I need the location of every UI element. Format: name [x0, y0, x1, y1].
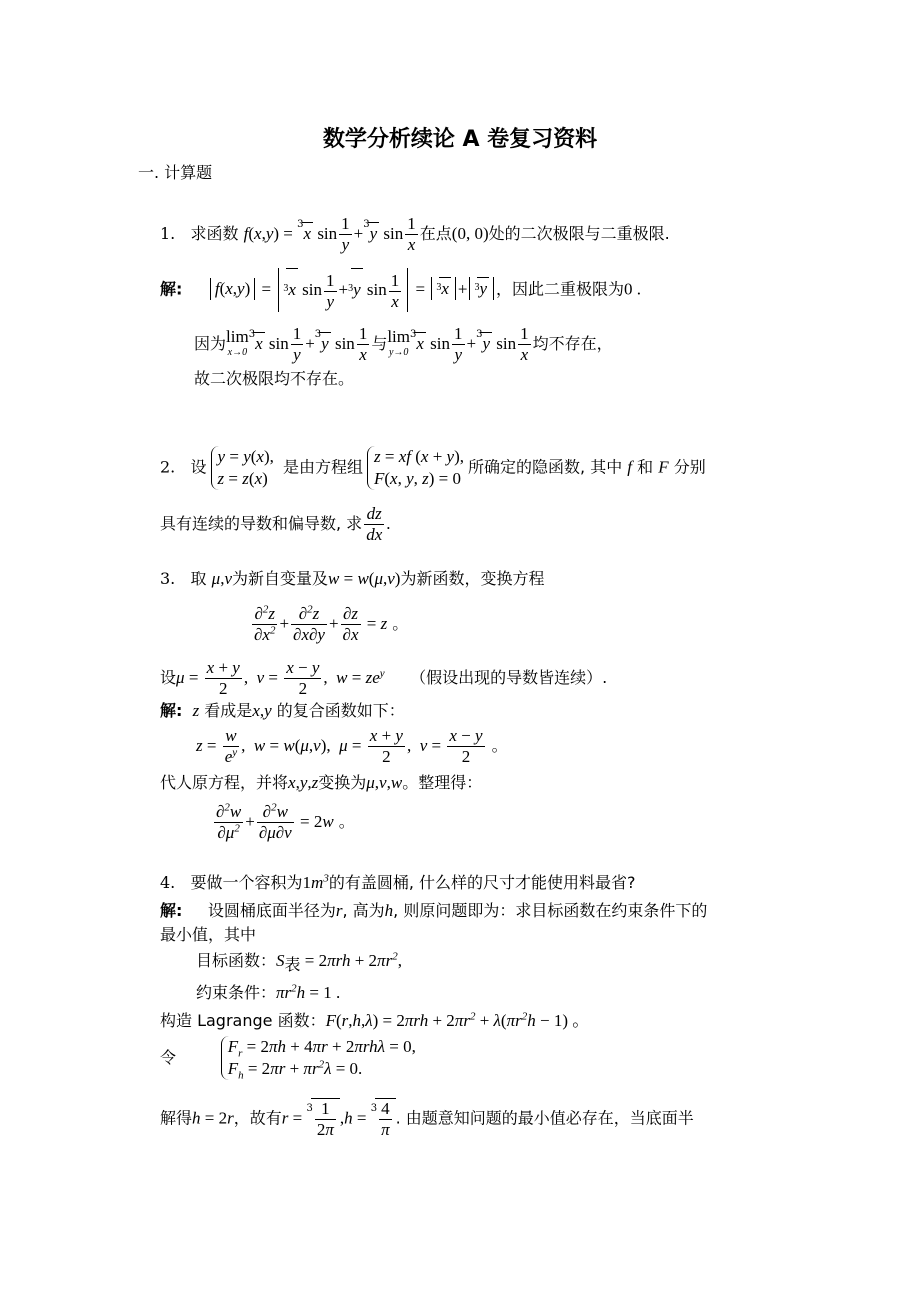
problem-3-solution-line-2: 代人原方程，并将x,y,z变换为μ,ν,w。整理得：	[160, 773, 483, 792]
solution-label: 解:	[160, 701, 183, 720]
problem-1-solution-line-1: 解: f(x,y) = $^3$x sin $\frac{1}{y}$ +$^3$y sin $\frac{1}{x}$ = $^3$x + $^3$y ，因此二重极限为0 .	[160, 268, 641, 312]
problem-1-conclusion: 故二次极限均不存在。	[194, 369, 355, 388]
problem-2-statement-line-2: 具有连续的导数和偏导数, 求 $\frac{dz}{dx}$ .	[160, 504, 391, 544]
solution-label: 解:	[160, 901, 183, 920]
problem-3-substitution: 设μ = $\frac{x + y}{2}$ , ν = $\frac{x - y}{2}$ , $w = ze^y$ （假设出现的导数皆连续）.	[160, 658, 608, 698]
problem-3-composite-functions: z = $\frac{w}{e^y}$ , w = w(μ,ν), μ = $\frac{x + y}{2}$ , ν = $\frac{x - y}{2}$ 。	[196, 726, 508, 766]
problem-3-equation: $\frac{\partial^2z}{\partial x^2}$ + $\frac{\partial^2z}{\partial x\partial y}$ + $\frac{\partial z}{\partial x}$ = z 。	[254, 603, 409, 644]
function-definition: f	[243, 224, 249, 243]
objective-function: 目标函数：$S_表 = 2\pi rh + 2\pi r^2$,	[196, 950, 402, 975]
problem-2-number: 2.	[160, 457, 176, 477]
solution-label: 解:	[160, 279, 183, 299]
lagrange-system: 令 $F_r = 2\pi h + 4\pi r + 2\pi rh\lambda = 0$, $F_h = 2\pi r + \pi r^2\lambda = 0$.	[160, 1037, 416, 1082]
problem-4-number: 4.	[160, 873, 176, 892]
problem-3-result: $\frac{\partial^2w}{\partial\mu^2}$ + $\frac{\partial^2w}{\partial\mu\partial\nu}$ = 2w 。	[216, 801, 355, 842]
problem-4-solution-line-1: 解: 设圆桶底面半径为r, 高为h, 则原问题即为：求目标函数在约束条件下的	[160, 901, 708, 920]
problem-2-statement: 2. 设 y = y(x), z = z(x) 是由方程组 z = xf (x + y), F(x, y, z) = 0 所确定的隐函数, 其中 f 和 F 分别	[160, 447, 706, 488]
section-heading: 一. 计算题	[138, 163, 213, 182]
problem-1-statement: 1. 求函数 f(x,y) = $^3$x sin $\frac{1}{y}$ +$^3$y sin $\frac{1}{x}$ 在点(0, 0)处的二次极限与二重极限.	[160, 214, 670, 254]
problem-3-statement: 3. 取 μ,ν为新自变量及w = w(μ,ν)为新函数，变换方程	[160, 569, 545, 588]
constraint-condition: 约束条件：$\pi r^2h = 1$ .	[196, 982, 341, 1002]
page-title: 数学分析续论 A 卷复习资料	[322, 127, 598, 152]
problem-3-solution-line-1: 解: z 看成是x,y 的复合函数如下：	[160, 701, 405, 720]
problem-4-solution-tail: 解得h = 2r，故有r = $^3$ $\frac{1}{2\pi}$ ,h = $^3$ $\frac{4}{\pi}$ . 由题意知问题的最小值必存在，当底面半	[160, 1099, 694, 1139]
problem-1-number: 1.	[160, 224, 176, 243]
problem-1-solution-line-2: 因为lim x→0 $^3$x sin $\frac{1}{y}$ +$^3$y sin $\frac{1}{x}$ 与lim y→0 $^3$x sin $\frac{1}{y}$ +$^3$y sin $\frac{1}{x}$ 均不存在，	[194, 324, 613, 364]
problem-4-statement: 4. 要做一个容积为$1m^3$的有盖圆桶, 什么样的尺寸才能使用料最省?	[160, 872, 636, 892]
lagrange-function: 构造 Lagrange 函数：$F(r,h,\lambda) = 2\pi rh + 2\pi r^2 + \lambda(\pi r^2h - 1)$ 。	[160, 1010, 590, 1030]
problem-3-number: 3.	[160, 569, 176, 588]
problem-4-solution-line-2: 最小值，其中	[160, 925, 257, 944]
